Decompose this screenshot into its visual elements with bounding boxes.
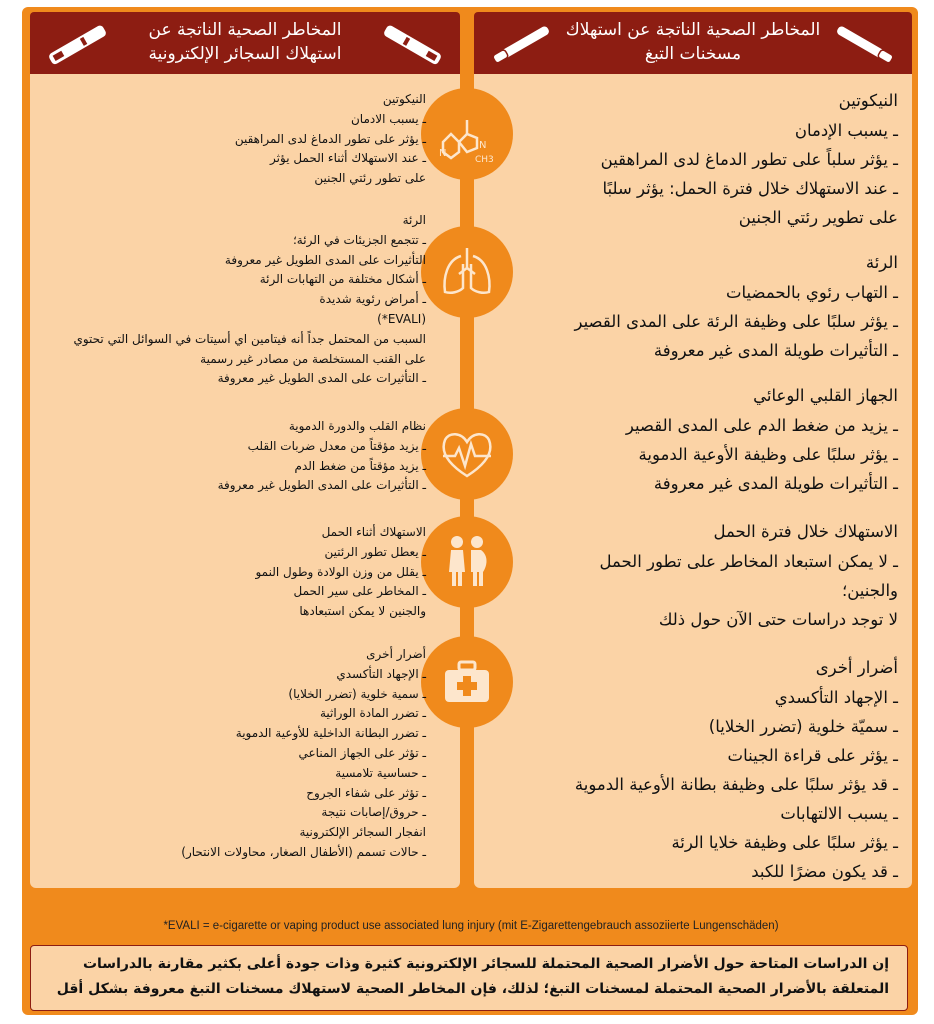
section-heading: أضرار أخرى (366, 647, 426, 661)
list-item: ـ سمية خلوية (تضرر الخلايا) (288, 686, 426, 701)
list-item: ـ الإجهاد التأكسدي (336, 666, 426, 681)
svg-text:N: N (479, 140, 487, 151)
list-item: ـ التأثيرات طويلة المدى غير معروفة (653, 474, 898, 493)
heart-circle (421, 408, 513, 500)
list-item: ـ المخاطر على سير الحمل (293, 584, 426, 599)
lungs-circle (421, 226, 513, 318)
section-heading: الرئة (402, 213, 426, 227)
right-lungs-section (508, 250, 898, 367)
list-item: لا توجد دراسات حتى الآن حول ذلك (658, 610, 898, 629)
list-item: ـ أشكال مختلفة من التهابات الرئة (259, 272, 426, 287)
section-heading: النيكوتين (382, 92, 426, 106)
pregnancy-circle (421, 516, 513, 608)
section-heading: أضرار أخرى (815, 658, 898, 677)
list-item: ـ يؤثر سلبًا على وظيفة خلايا الرئة (671, 833, 898, 852)
list-item: انفجار السجائر الإلكترونية (299, 825, 426, 840)
list-item: على تطوير رئتي الجنين (738, 208, 898, 227)
list-item: ـ لا يمكن استبعاد المخاطر على تطور الحمل (599, 552, 898, 571)
list-item: ـ يعطل تطور الرئتين (324, 544, 426, 559)
list-item: ـ يزيد مؤقتاً من معدل ضربات القلب (247, 438, 426, 453)
list-item: ـ أمراض رئوية شديدة (319, 292, 426, 307)
lungs-icon (437, 242, 497, 302)
list-item: ـ التأثيرات طويلة المدى غير معروفة (653, 341, 898, 360)
first-aid-kit-icon (437, 652, 497, 712)
list-item: والجنين؛ (842, 581, 898, 600)
section-heading: نظام القلب والدورة الدموية (288, 419, 426, 433)
list-item: ـ يزيد مؤقتاً من ضغط الدم (294, 458, 426, 473)
section-heading: النيكوتين (838, 91, 898, 110)
e-cigarette-icon (378, 22, 448, 66)
list-item: على تطور رئتي الجنين (314, 171, 426, 186)
nicotine-molecule-icon (437, 104, 497, 164)
list-item: ـ يسبب الالتهابات (780, 804, 898, 823)
evali-footnote: *EVALI = e-cigarette or vaping product use associated lung injury (mit E-Zigarettengebrauch assoziierte Lungenschäden) (163, 920, 779, 932)
summary-box (30, 945, 908, 1011)
list-item: ـ يؤثر على تطور الدماغ لدى المراهقين (234, 131, 426, 146)
list-item: ـ يزيد من ضغط الدم على المدى القصير (625, 416, 898, 435)
list-item: ـ حروق/إصابات نتيجة (321, 805, 426, 820)
list-item: ـ تتجمع الجزيئات في الرئة؛ (292, 232, 426, 247)
list-item: ـ الإجهاد التأكسدي (774, 688, 898, 707)
list-item: ـ حساسية تلامسية (335, 765, 426, 780)
heated-tobacco-icon (488, 22, 554, 66)
list-item: ـ يؤثر على قراءة الجينات (727, 746, 898, 765)
svg-text:N: N (439, 148, 447, 159)
list-item: والجنين لا يمكن استبعادها (299, 604, 426, 619)
summary-text: إن الدراسات المتاحة حول الأضرار الصحية المحتملة للسجائر الإلكترونية كثيرة وذات جودة أعلى بكثير مقارنة بالدراسات المتعلقة بالأضرار الصحية المحتملة لمسخنات التبغ؛ لذلك، فإن المخاطر الصحية لاستهلاك مسخنات التبغ معروفة بشكل أقل (56, 956, 889, 997)
list-item: على القنب المستخلصة من مصادر غير رسمية (200, 351, 426, 366)
svg-text:CH3: CH3 (475, 155, 494, 164)
list-item: ـ التأثيرات على المدى الطويل غير معروفة (217, 478, 426, 493)
e-cigarette-icon (42, 22, 112, 66)
list-item: ـ سميّة خلوية (تضرر الخلايا) (708, 717, 898, 736)
list-item: السبب من المحتمل جداً أنه فيتامين اي أسيتات في السوائل التي تحتوي (73, 331, 426, 346)
list-item: ـ قد يكون مضرًا للكبد (751, 862, 898, 881)
left-heart-section (26, 417, 426, 496)
heated-tobacco-header (474, 12, 912, 74)
e-cigarette-title: المخاطر الصحية الناتجة عن استهلاك السجائر الإلكترونية (148, 20, 342, 64)
list-item: ـ تضرر المادة الوراثية (319, 706, 426, 721)
heated-tobacco-icon (832, 22, 898, 66)
right-other-section (508, 655, 898, 888)
list-item: ـ تضرر البطانة الداخلية للأوعية الدموية (235, 726, 426, 741)
list-item: ـ يقلل من وزن الولادة وطول النمو (255, 564, 426, 579)
list-item: ـ يسبب الإدمان (794, 121, 898, 140)
list-item: ـ يؤثر سلبًا على وظيفة الرئة على المدى القصير (574, 312, 898, 331)
list-item: ـ حالات تسمم (الأطفال الصغار، محاولات الانتحار) (181, 844, 426, 859)
list-item: ـ يؤثر سلبًا على وظيفة الأوعية الدموية (638, 445, 898, 464)
list-item: ـ قد يؤثر سلبًا على وظيفة بطانة الأوعية الدموية (574, 775, 898, 794)
left-pregnancy-section (26, 523, 426, 622)
section-heading: الاستهلاك أثناء الحمل (321, 525, 426, 539)
section-heading: الرئة (865, 253, 898, 272)
list-item: ـ تؤثر على شفاء الجروح (306, 785, 426, 800)
list-item: ـ عند الاستهلاك خلال فترة الحمل: يؤثر سلبًا (602, 179, 898, 198)
left-other-section (26, 645, 426, 863)
list-item: ـ عند الاستهلاك أثناء الحمل يؤثر (270, 151, 426, 166)
list-item: ـ التهاب رئوي بالحمضيات (725, 283, 898, 302)
heart-pulse-icon (437, 424, 497, 484)
list-item: ـ يؤثر سلباً على تطور الدماغ لدى المراهقين (600, 150, 898, 169)
list-item: (EVALI*) (377, 311, 426, 326)
e-cigarette-header (30, 12, 460, 74)
right-heart-section (508, 383, 898, 500)
nicotine-circle (421, 88, 513, 180)
right-nicotine-section (508, 88, 898, 234)
section-heading: الاستهلاك خلال فترة الحمل (713, 522, 898, 541)
right-pregnancy-section (508, 519, 898, 636)
section-heading: الجهاز القلبي الوعائي (753, 386, 898, 405)
left-nicotine-section (26, 90, 426, 189)
left-lungs-section (26, 211, 426, 389)
first-aid-circle (421, 636, 513, 728)
list-item: ـ تؤثر على الجهاز المناعي (298, 745, 426, 760)
list-item: ـ التأثيرات على المدى الطويل غير معروفة (217, 371, 426, 386)
heated-tobacco-title: المخاطر الصحية الناتجة عن استهلاك مسخنات التبغ (565, 20, 821, 64)
list-item: التأثيرات على المدى الطويل غير معروفة (224, 252, 426, 267)
pregnancy-icon (437, 532, 497, 592)
list-item: ـ يسبب الادمان (350, 111, 426, 126)
